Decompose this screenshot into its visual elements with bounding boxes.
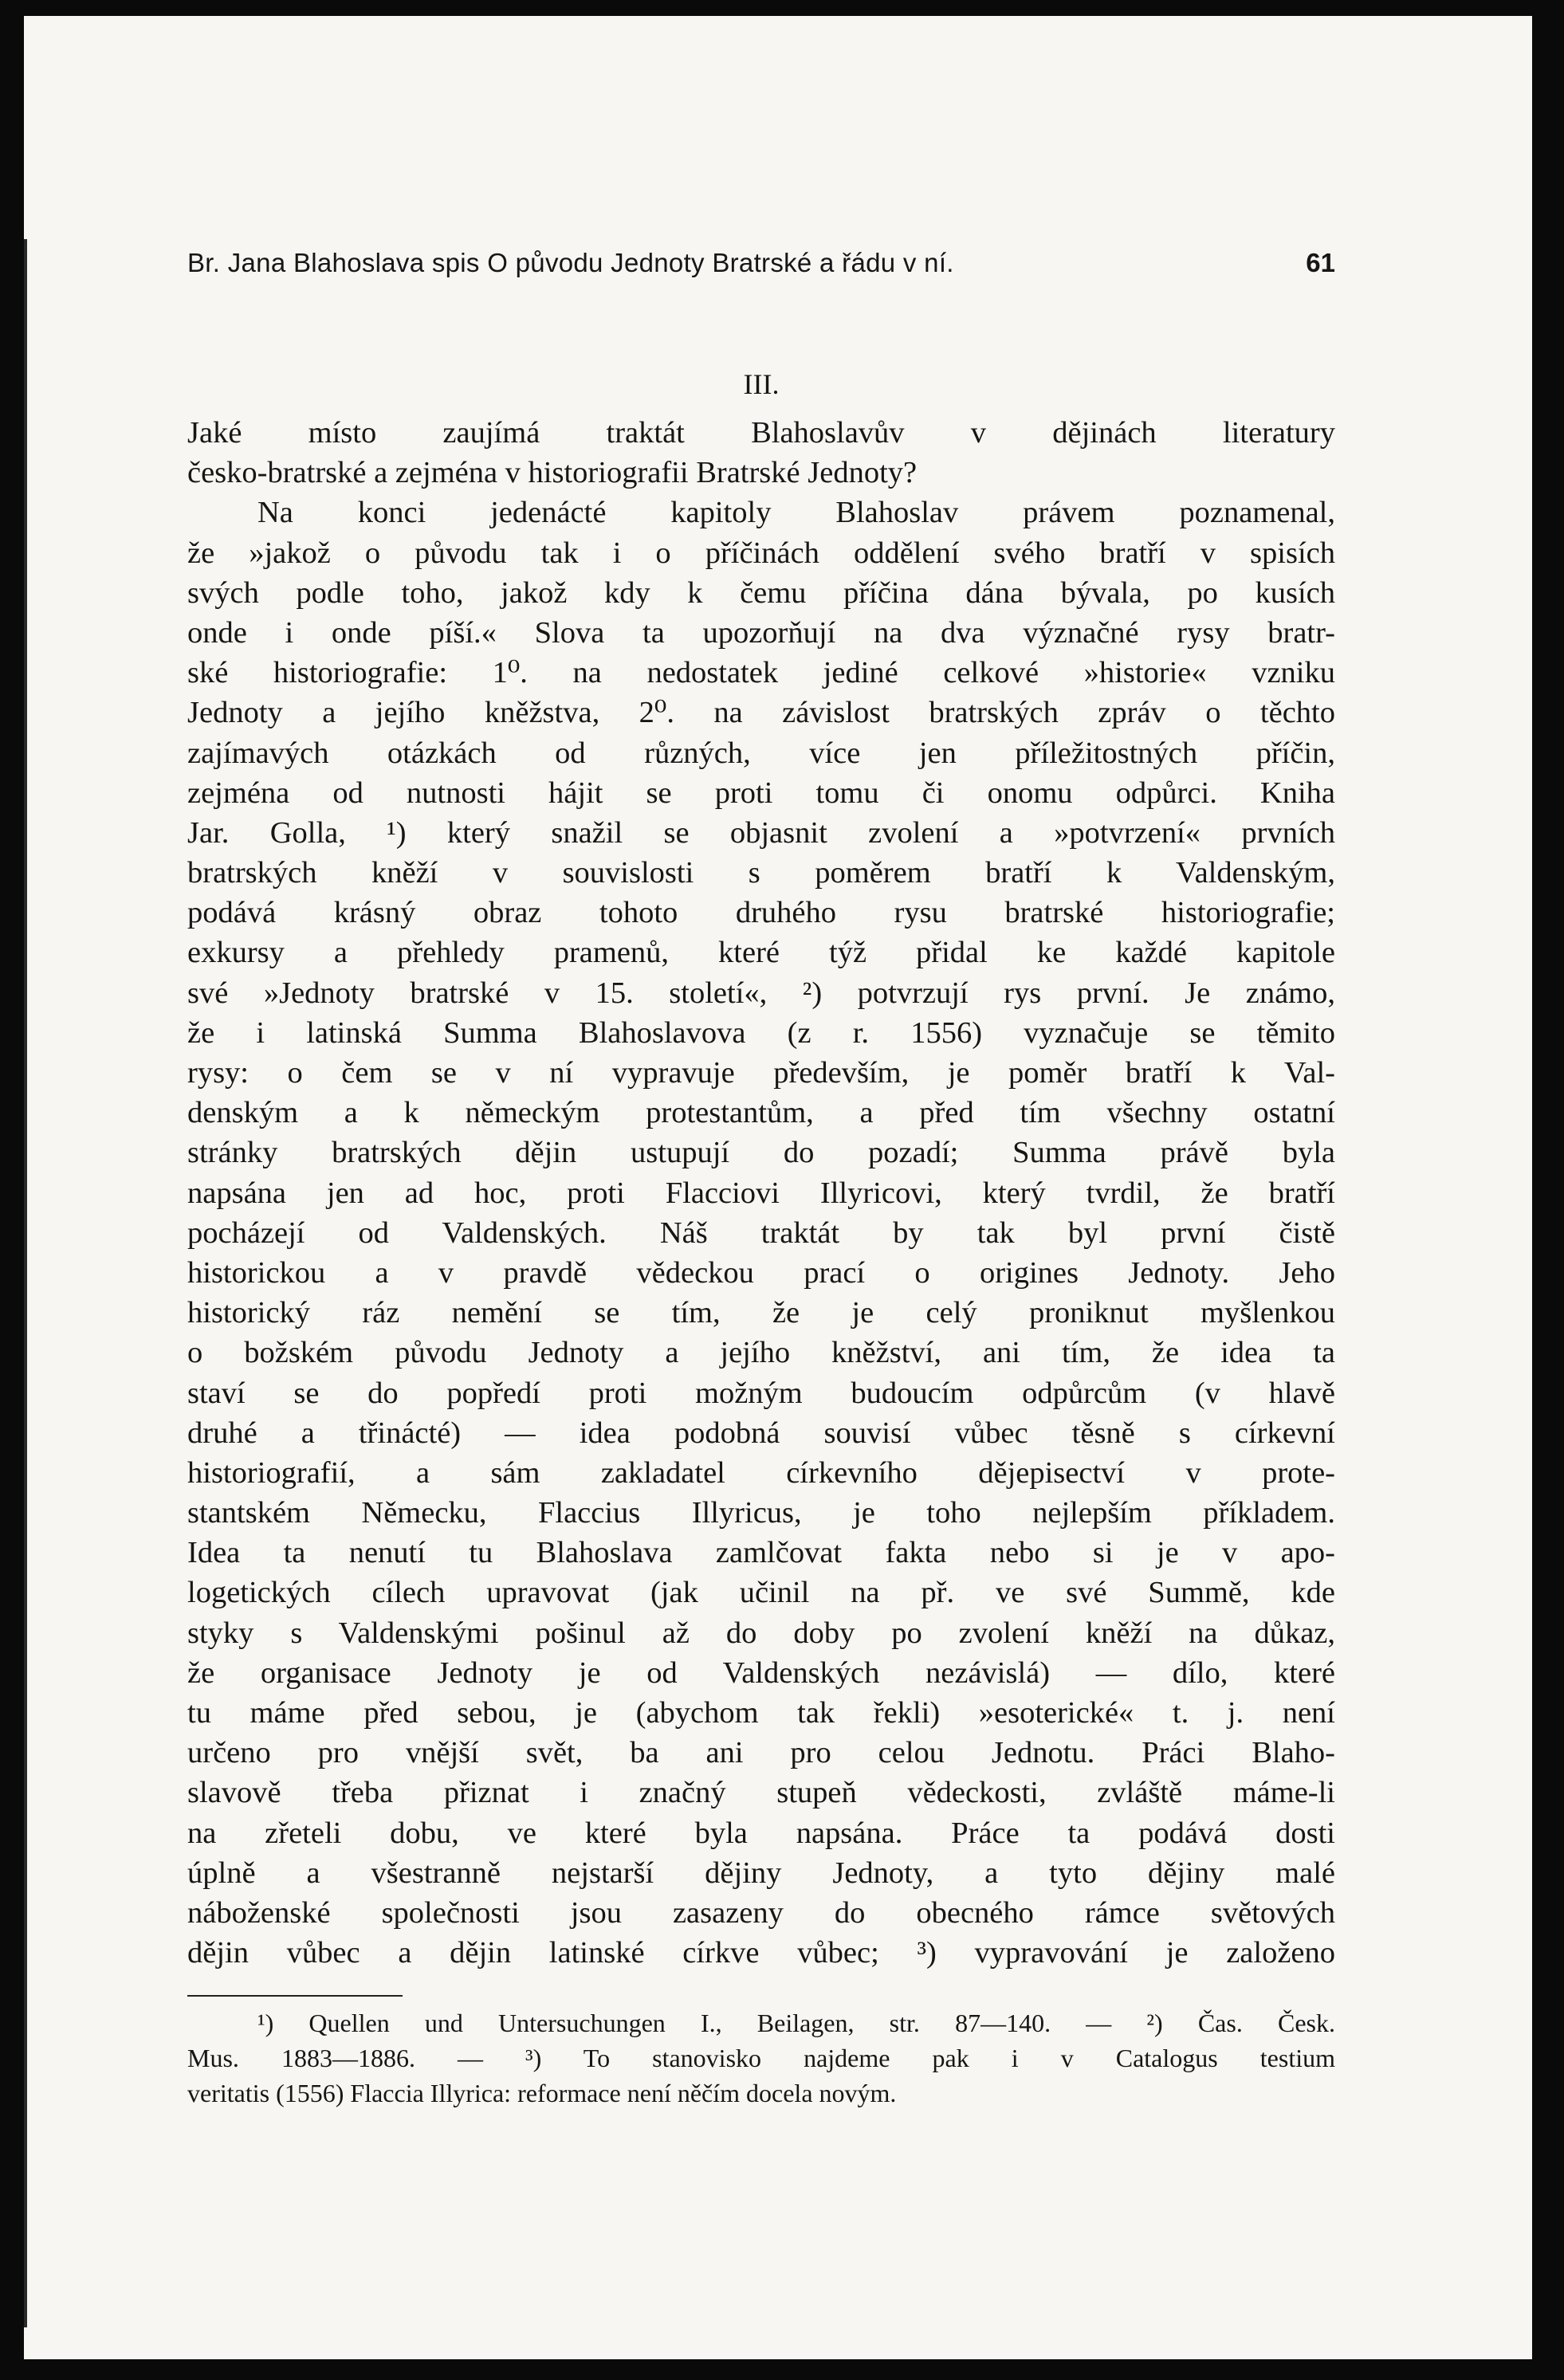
body-line: logetických cílech upravovat (jak učinil na př. ve své Summě, kde <box>187 1576 1335 1610</box>
body-line: že »jakož o původu tak i o příčinách oddělení svého bratří v spisích <box>187 536 1335 570</box>
running-head <box>187 247 1335 279</box>
body-line: stránky bratrských dějin ustupují do pozadí; Summa právě byla <box>187 1136 1335 1170</box>
body-line: bratrských kněží v souvislosti s poměrem bratří k Valdenským, <box>187 856 1335 890</box>
body-line: historický ráz nemění se tím, že je celý proniknut myšlenkou <box>187 1296 1335 1330</box>
body-line: Jar. Golla, ¹) který snažil se objasnit zvolení a »potvrzení« prvních <box>187 815 1335 850</box>
body-line: Idea ta nenutí tu Blahoslava zamlčovat fakta nebo si je v apo- <box>187 1536 1335 1570</box>
body-line: náboženské společnosti jsou zasazeny do obecného rámce světových <box>187 1895 1335 1930</box>
body-line: onde i onde píší.« Slova ta upozorňují na dva význačné rysy bratr- <box>187 615 1335 650</box>
body-line: historiografií, a sám zakladatel církevního dějepisectví v prote- <box>187 1455 1335 1490</box>
body-line: na zřeteli dobu, ve které byla napsána. Práce ta podává dosti <box>187 1816 1335 1850</box>
body-line: úplně a všestranně nejstarší dějiny Jednoty, a tyto dějiny malé <box>187 1856 1335 1890</box>
footnote-line: veritatis (1556) Flaccia Illyrica: reformace není něčím docela novým. <box>187 2079 897 2107</box>
body-line: určeno pro vnější svět, ba ani pro celou Jednotu. Práci Blaho- <box>187 1736 1335 1770</box>
body-line: napsána jen ad hoc, proti Flacciovi Illyricovi, který tvrdil, že bratří <box>187 1176 1335 1210</box>
body-line: Na konci jedenácté kapitoly Blahoslav právem poznamenal, <box>257 496 1335 530</box>
book-page <box>24 16 1532 2359</box>
body-line: styky s Valdenskými pošinul až do doby po zvolení kněží na důkaz, <box>187 1616 1335 1650</box>
body-line: česko-bratrské a zejména v historiografii Bratrské Jednoty? <box>187 456 918 490</box>
body-line: ské historiografie: 1⁰. na nedostatek jediné celkové »historie« vzniku <box>187 656 1335 690</box>
body-line: historickou a v pravdě vědeckou prací o origines Jednoty. Jeho <box>187 1255 1335 1290</box>
footnote-line: ¹) Quellen und Untersuchungen I., Beilagen, str. 87—140. — ²) Čas. Česk. <box>257 2009 1335 2037</box>
footnote-line: Mus. 1883—1886. — ³) To stanovisko najdeme pak i v Catalogus testium <box>187 2044 1335 2072</box>
body-line: staví se do popředí proti možným budoucím odpůrcům (v hlavě <box>187 1376 1335 1410</box>
body-line: svých podle toho, jakož kdy k čemu příčina dána bývala, po kusích <box>187 575 1335 610</box>
section-number: III. <box>743 368 780 400</box>
body-line: podává krásný obraz tohoto druhého rysu bratrské historiografie; <box>187 896 1335 930</box>
body-line: pocházejí od Valdenských. Náš traktát by tak byl první čistě <box>187 1216 1335 1250</box>
running-head-title: Br. Jana Blahoslava spis O původu Jednoty Bratrské a řádu v ní. <box>187 248 954 277</box>
body-text <box>187 413 1335 1973</box>
body-line: druhé a třinácté) — idea podobná souvisí vůbec těsně s církevní <box>187 1416 1335 1450</box>
footnote-rule <box>187 1995 403 1997</box>
binding-edge <box>24 239 27 2327</box>
body-line: Jednoty a jejího kněžstva, 2⁰. na závislost bratrských zpráv o těchto <box>187 696 1335 730</box>
body-line: že organisace Jednoty je od Valdenských nezávislá) — dílo, které <box>187 1655 1335 1690</box>
body-line: o božském původu Jednoty a jejího kněžství, ani tím, že idea ta <box>187 1336 1335 1370</box>
body-line: exkursy a přehledy pramenů, které týž přidal ke každé kapitole <box>187 936 1335 970</box>
page-number: 61 <box>1306 248 1335 277</box>
body-line: slavově třeba přiznat i značný stupeň vědeckosti, zvláště máme-li <box>187 1776 1335 1810</box>
body-line: denským a k německým protestantům, a před tím všechny ostatní <box>187 1096 1335 1130</box>
body-line: tu máme před sebou, je (abychom tak řekli) »esoterické« t. j. není <box>187 1696 1335 1730</box>
footnotes <box>187 2005 1335 2111</box>
body-line: že i latinská Summa Blahoslavova (z r. 1556) vyznačuje se těmito <box>187 1015 1335 1050</box>
body-line: zajímavých otázkách od různých, více jen příležitostných příčin, <box>187 736 1335 770</box>
body-line: Jaké místo zaujímá traktát Blahoslavův v dějinách literatury <box>187 416 1335 450</box>
body-line: své »Jednoty bratrské v 15. století«, ²) potvrzují rys první. Je známo, <box>187 976 1335 1010</box>
body-line: zejména od nutnosti hájit se proti tomu či onomu odpůrci. Kniha <box>187 776 1335 810</box>
body-line: dějin vůbec a dějin latinské církve vůbec; ³) vypravování je založeno <box>187 1936 1335 1970</box>
body-line: stantském Německu, Flaccius Illyricus, je toho nejlepším příkladem. <box>187 1496 1335 1530</box>
body-line: rysy: o čem se v ní vypravuje především, je poměr bratří k Val- <box>187 1056 1335 1090</box>
